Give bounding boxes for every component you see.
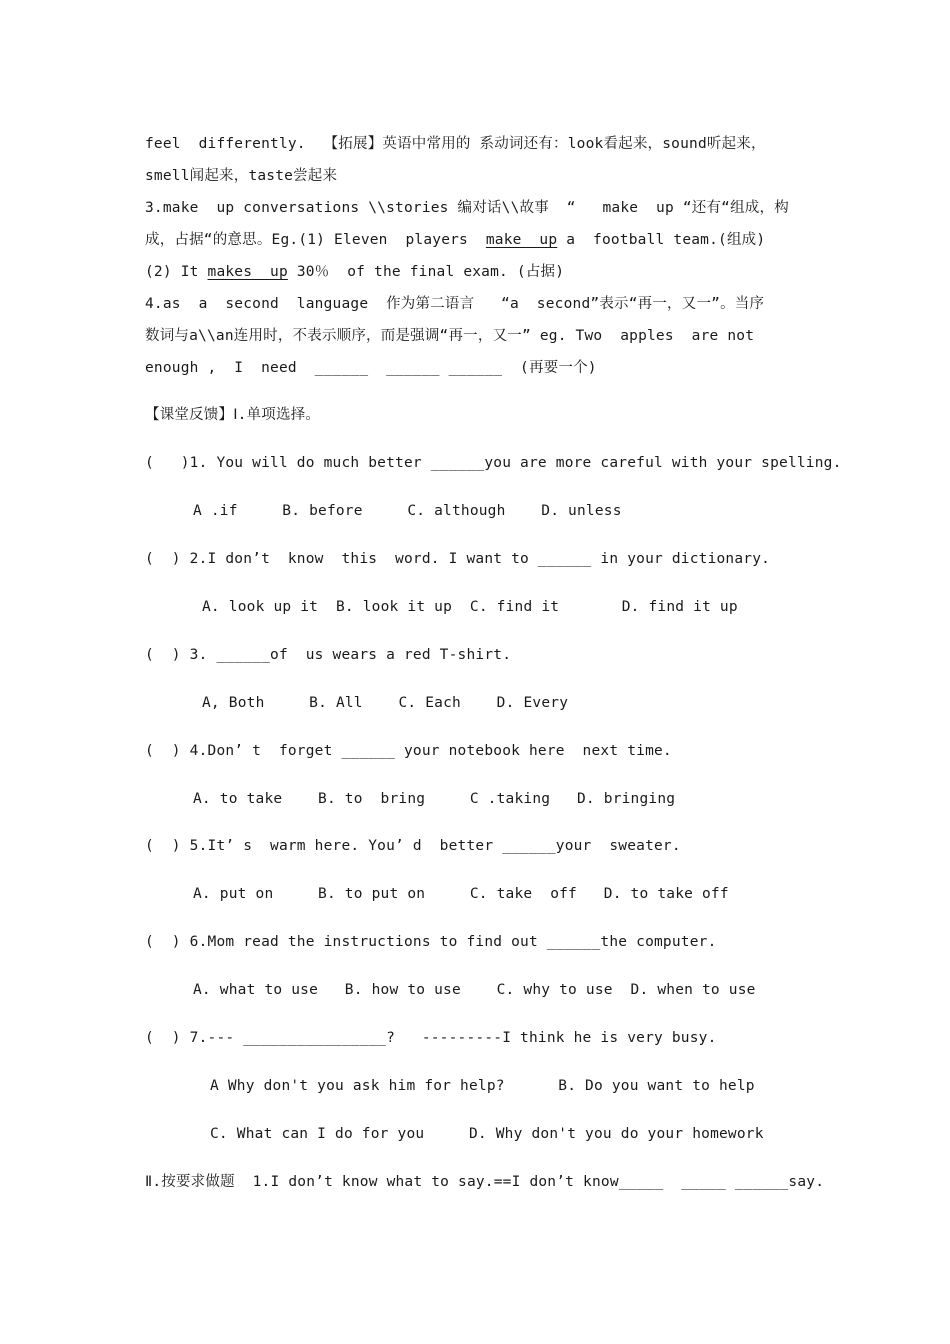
question-6-options: A. what to use B. how to use C. why to use D. when to use	[193, 982, 756, 998]
note-line-5-text: (2) It	[145, 264, 208, 280]
question-6-stem: ( ) 6.Mom read the instructions to find out ______the computer.	[145, 934, 717, 950]
note-line-4-text: 成，占据“的意思。Eg.(1) Eleven players	[145, 232, 486, 248]
feedback-heading: 【课堂反馈】Ⅰ.单项选择。	[145, 407, 321, 423]
underlined-phrase-make-up: make up	[485, 232, 558, 248]
note-line-4-text-end: a football team.(组成)	[557, 232, 766, 248]
question-5-options: A. put on B. to put on C. take off D. to take off	[193, 886, 729, 902]
question-3-stem: ( ) 3. ______of us wears a red T-shirt.	[145, 647, 512, 663]
note-line-2: smell闻起来，taste尝起来	[145, 168, 338, 184]
question-2-options: A. look up it B. look it up C. find it D. find it up	[202, 599, 738, 615]
note-line-7: 数词与a\\an连用时，不表示顺序，而是强调“再一，又一” eg. Two apples are not	[145, 328, 755, 344]
note-line-4	[145, 230, 765, 250]
note-line-3: 3.make up conversations \\stories 编对话\\故事 “ make up “还有“组成，构	[145, 200, 789, 216]
question-7-stem: ( ) 7.--- ________________? ---------I think he is very busy.	[145, 1030, 717, 1046]
question-5-stem: ( ) 5.It’ s warm here. You’ d better ______your sweater.	[145, 838, 681, 854]
note-line-8: enough , I need ______ ______ ______ (再要一个)	[145, 360, 597, 376]
question-4-stem: ( ) 4.Don’ t forget ______ your notebook here next time.	[145, 743, 672, 759]
note-line-5-text-end: 30％ of the final exam. (占据)	[287, 264, 565, 280]
underlined-phrase-makes-up: makes up	[207, 264, 288, 280]
question-3-options: A, Both B. All C. Each D. Every	[202, 695, 569, 711]
question-1-options: A .if B. before C. although D. unless	[193, 503, 622, 519]
note-line-5	[145, 262, 564, 282]
note-line-6: 4.as a second language 作为第二语言 “a second”表示“再一，又一”。当序	[145, 296, 765, 312]
question-1-stem: ( )1. You will do much better ______you are more careful with your spelling.	[145, 455, 842, 471]
section-2-heading: Ⅱ.按要求做题 1.I don’t know what to say.==I don’t know_____ _____ ______say.	[145, 1174, 825, 1190]
question-4-options: A. to take B. to bring C .taking D. bringing	[193, 791, 676, 807]
note-line-1: feel differently. 【拓展】英语中常用的 系动词还有：look看起来，sound听起来，	[145, 136, 766, 152]
question-7-options: A Why don't you ask him for help? B. Do you want to help	[210, 1078, 755, 1094]
question-7-options-2: C. What can I do for you D. Why don't you do your homework	[210, 1126, 764, 1142]
question-2-stem: ( ) 2.I don’t know this word. I want to ______ in your dictionary.	[145, 551, 771, 567]
